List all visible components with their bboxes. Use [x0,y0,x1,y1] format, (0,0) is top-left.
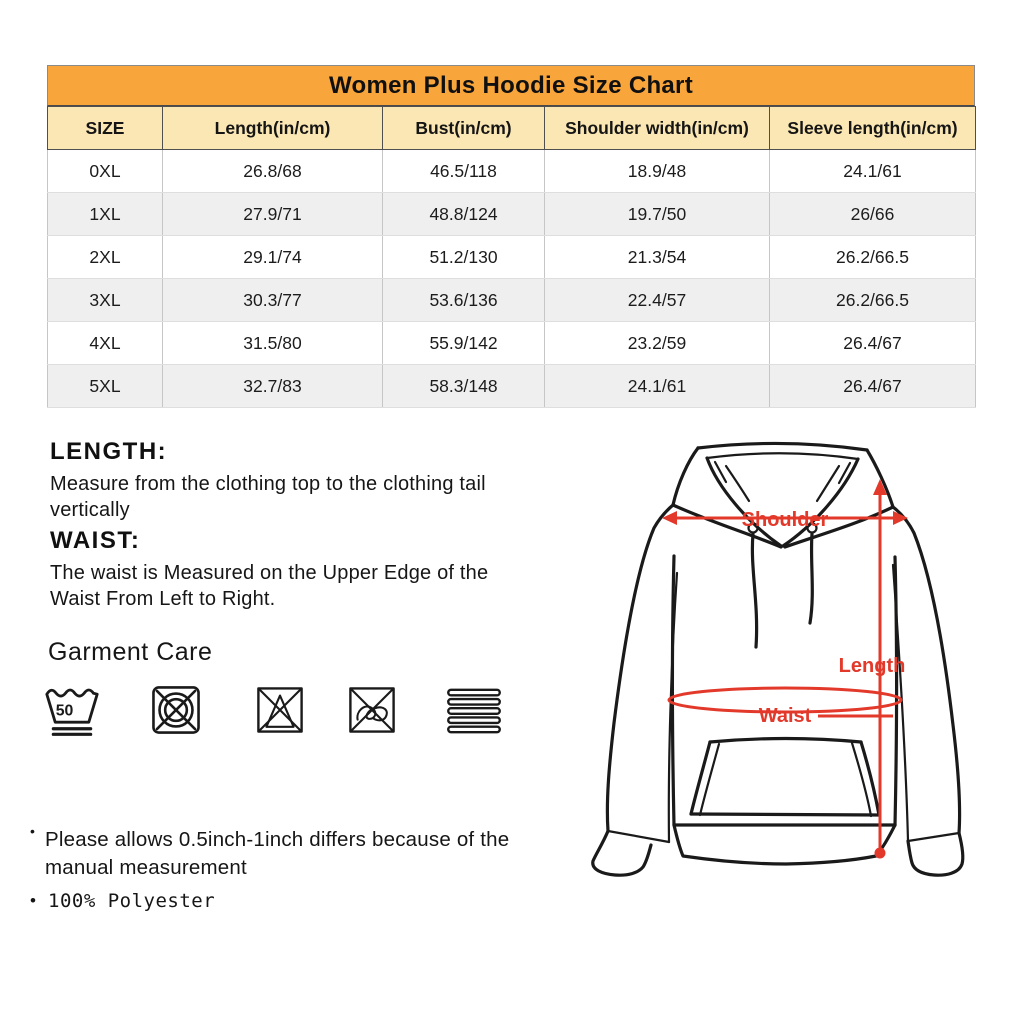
table-cell: 55.9/142 [383,322,545,365]
table-cell: 22.4/57 [545,279,770,322]
size-chart-title: Women Plus Hoodie Size Chart [47,65,975,106]
table-cell: 19.7/50 [545,193,770,236]
bullet-icon: • [30,823,35,839]
note-material [30,890,522,912]
garment-care-heading: Garment Care [48,638,213,666]
table-cell: 1XL [48,193,163,236]
do-not-wring-icon [348,686,396,734]
note-tolerance [30,823,522,882]
header-cell-size: SIZE [48,107,163,150]
hoodie-diagram [578,433,1022,888]
table-cell: 48.8/124 [383,193,545,236]
table-row [48,150,976,193]
table-cell: 5XL [48,365,163,408]
table-cell: 0XL [48,150,163,193]
table-cell: 23.2/59 [545,322,770,365]
length-heading: LENGTH: [50,438,168,465]
table-cell: 24.1/61 [545,365,770,408]
table-row [48,236,976,279]
table-cell: 2XL [48,236,163,279]
waist-heading: WAIST: [50,527,141,554]
svg-text:50: 50 [55,702,74,720]
table-cell: 4XL [48,322,163,365]
length-end-dot [875,848,886,859]
measurement-annotations [662,479,908,859]
table-cell: 18.9/48 [545,150,770,193]
header-cell-bust: Bust(in/cm) [383,107,545,150]
length-body: Measure from the clothing top to the clothing tail vertically [50,473,486,521]
shoulder-label: Shoulder [741,509,829,531]
length-label: Length [838,655,906,677]
do-not-bleach-icon [256,686,304,734]
note-tolerance-text: Please allows 0.5inch-1inch differs because of the manual measurement [45,828,510,879]
note-material-text: 100% Polyester [48,890,216,912]
header-cell-sleeve: Sleeve length(in/cm) [770,107,976,150]
table-cell: 27.9/71 [163,193,383,236]
table-cell: 24.1/61 [770,150,976,193]
table-cell: 26.4/67 [770,322,976,365]
header-cell-shoulder: Shoulder width(in/cm) [545,107,770,150]
table-cell: 26/66 [770,193,976,236]
table-cell: 26.2/66.5 [770,236,976,279]
table-cell: 29.1/74 [163,236,383,279]
header-cell-length: Length(in/cm) [163,107,383,150]
table-cell: 26.8/68 [163,150,383,193]
table-cell: 53.6/136 [383,279,545,322]
table-cell: 21.3/54 [545,236,770,279]
notes [30,823,522,912]
table-cell: 26.2/66.5 [770,279,976,322]
table-cell: 32.7/83 [163,365,383,408]
do-not-tumble-dry-icon [150,684,202,736]
table-cell: 51.2/130 [383,236,545,279]
table-cell: 58.3/148 [383,365,545,408]
waist-body: The waist is Measured on the Upper Edge of the Waist From Left to Right. [50,562,489,610]
table-row [48,279,976,322]
table-cell: 3XL [48,279,163,322]
length-definition [50,438,510,523]
dry-flat-icon [446,688,502,734]
wash-50-icon [44,683,100,739]
table-cell: 31.5/80 [163,322,383,365]
waist-definition [50,527,510,612]
bullet-icon: • [30,891,36,910]
table-cell: 30.3/77 [163,279,383,322]
table-row [48,193,976,236]
table-row [48,365,976,408]
table-row [48,322,976,365]
size-chart-table [47,106,976,408]
table-cell: 26.4/67 [770,365,976,408]
header-row [48,107,976,150]
waist-label: Waist [758,705,812,727]
table-cell: 46.5/118 [383,150,545,193]
size-chart [47,65,975,408]
